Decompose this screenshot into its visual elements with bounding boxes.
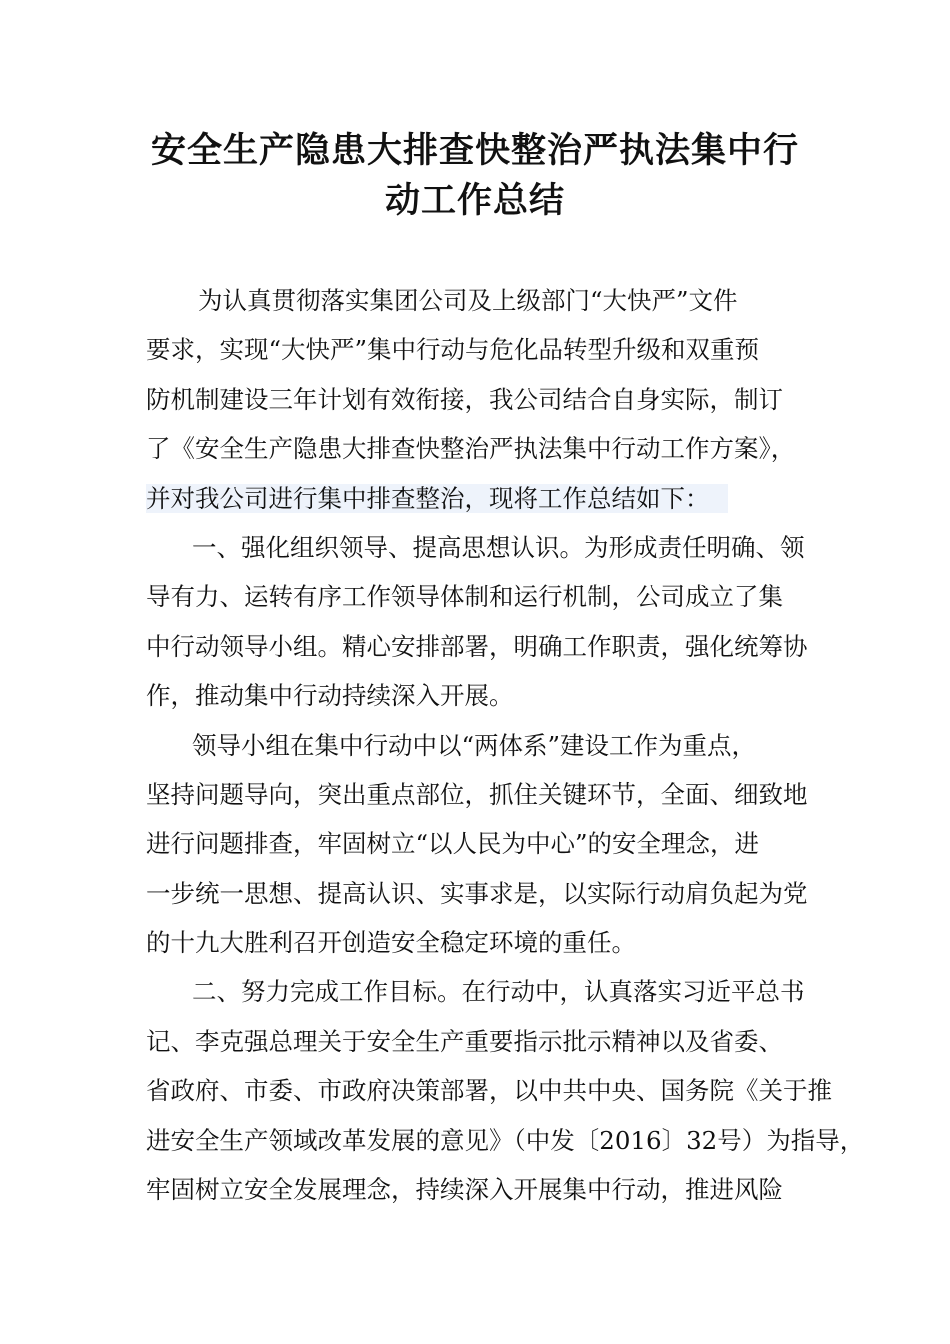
text-line: 了《安全生产隐患大排查快整治严执法集中行动工作方案》， bbox=[146, 434, 796, 464]
text-line: 中行动领导小组。精心安排部署，明确工作职责，强化统筹协 bbox=[146, 631, 808, 661]
highlighted-text: 并对我公司进行集中排查整治，现将工作总结如下： bbox=[146, 484, 728, 513]
document-body bbox=[146, 276, 865, 1214]
text-line: 作，推动集中行动持续深入开展。 bbox=[146, 681, 514, 711]
text-line: 一、强化组织领导、提高思想认识。为形成责任明确、领 bbox=[192, 532, 805, 562]
text-line: 防机制建设三年计划有效衔接，我公司结合自身实际，制订 bbox=[146, 384, 783, 414]
text-line: 为认真贯彻落实集团公司及上级部门“大快严”文件 bbox=[198, 286, 738, 315]
text-line-highlighted bbox=[146, 474, 816, 523]
text-line: 导有力、运转有序工作领导体制和运行机制，公司成立了集 bbox=[146, 582, 783, 612]
text-line: 的十九大胜利召开创造安全稳定环境的重任。 bbox=[146, 928, 636, 958]
text-line: 坚持问题导向，突出重点部位，抓住关键环节，全面、细致地 bbox=[146, 779, 808, 809]
paragraph-leadership-group bbox=[146, 721, 816, 968]
text-line: 一步统一思想、提高认识、实事求是，以实际行动肩负起为党 bbox=[146, 878, 808, 908]
text-line: 二、努力完成工作目标。在行动中，认真落实习近平总书 bbox=[192, 977, 805, 1007]
paragraph-intro bbox=[146, 276, 816, 523]
document-title bbox=[140, 126, 810, 226]
text-line: 省政府、市委、市政府决策部署，以中共中央、国务院《关于推 bbox=[146, 1076, 832, 1106]
text-line: 要求，实现“大快严”集中行动与危化品转型升级和双重预 bbox=[146, 335, 760, 365]
paragraph-section-2 bbox=[146, 967, 865, 1214]
text-line: 领导小组在集中行动中以“两体系”建设工作为重点， bbox=[192, 730, 757, 760]
title-line-1: 安全生产隐患大排查快整治严执法集中行 bbox=[150, 130, 799, 171]
title-line-2: 动工作总结 bbox=[384, 180, 565, 221]
text-line: 牢固树立安全发展理念，持续深入开展集中行动，推进风险 bbox=[146, 1175, 783, 1205]
text-line: 进安全生产领域改革发展的意见》（中发〔2016〕32号）为指导， bbox=[146, 1125, 865, 1155]
text-line: 记、李克强总理关于安全生产重要指示批示精神以及省委、 bbox=[146, 1026, 783, 1056]
text-line: 进行问题排查，牢固树立“以人民为中心”的安全理念，进 bbox=[146, 829, 760, 859]
paragraph-section-1 bbox=[146, 523, 816, 721]
